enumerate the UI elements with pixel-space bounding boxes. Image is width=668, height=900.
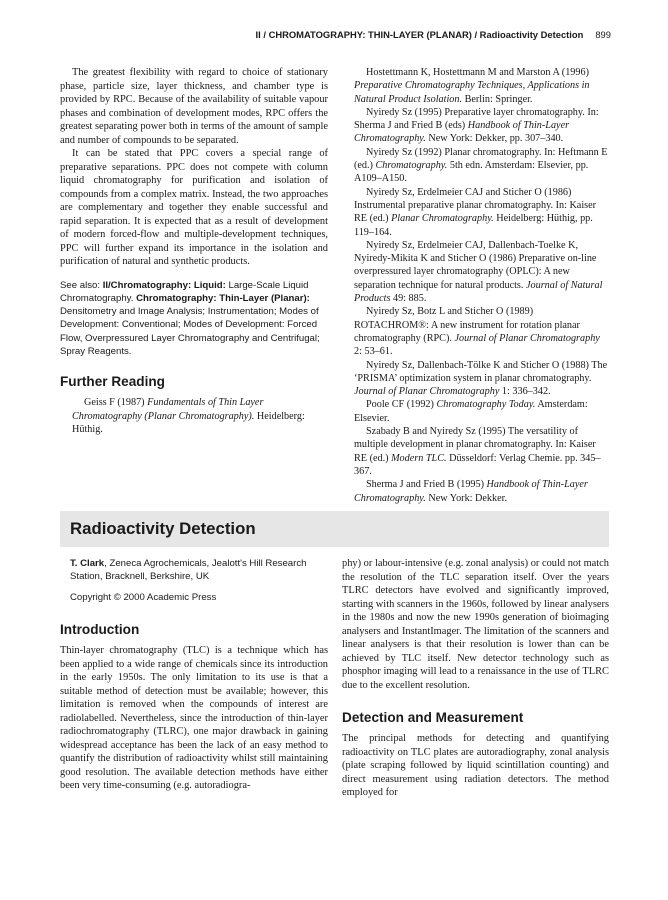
author-line: [70, 557, 328, 584]
reference-nyiredy-1986a: Nyiredy Sz, Erdelmeier CAJ and Sticher O (1986) Instrumental preparative planar chromatography. In: Kaiser RE (ed.) Planar Chromatography. Heidelberg: Hüthig, pp. 119–164.: [354, 186, 597, 238]
reference-nyiredy-1995: Nyiredy Sz (1995) Preparative layer chromatography. In: Sherma J and Fried B (eds) Handbook of Thin-Layer Chromatography. New York: Dekker, pp. 307–340.: [354, 106, 599, 145]
introduction-text: Thin-layer chromatography (TLC) is a technique which has been applied to a wide range of chemicals since its introduction in the early 1950s. The only limitation to its use is that a suitable method of detection must be available; however, this limitation is removed when the compounds of interest are radiolabelled. Nevertheless, since the introduction of thin-layer radiochromatography (TLRC), one major drawback in gaining widespread acceptance has been the lack of an easy method to quantify the distribution of radioactivity whilst still maintaining good resolution. The available detection methods have either been very time-consuming (e.g. autoradiogra-: [60, 645, 328, 792]
column-3: [60, 557, 328, 793]
reference-poole: Poole CF (1992) Chromatography Today. Amsterdam: Elsevier.: [354, 399, 588, 424]
reference-nyiredy-1986b: Nyiredy Sz, Erdelmeier CAJ, Dallenbach-Toelke K, Nyiredy-Mikita K and Sticher O (1986) Preparative on-line overpressured layer chromatography (OPLC): A new separation technique for natural products. Journal of Natural Products 49: 885.: [354, 239, 603, 305]
copyright: Copyright © 2000 Academic Press: [70, 591, 217, 603]
running-header: [256, 29, 611, 40]
reference-sherma: Sherma J and Fried B (1995) Handbook of Thin-Layer Chromatography. New York: Dekker.: [354, 479, 588, 504]
see-also-label: See also:: [60, 279, 101, 291]
further-reading-heading: Further Reading: [60, 374, 165, 390]
paragraph-ppc: It can be stated that PPC covers a special range of preparative separations. PPC does not compete with column liquid chromatography for purification and isolation of compounds from a complex matrix. Instead, the two approaches are complementary and together they enable successful and rapid separation. It is expected that as a result of development of modern forced-flow and multiple-development techniques, PPC will further expand its importance in the isolation and purification of natural and synthetic products.: [60, 148, 328, 267]
see-also-link-thin-layer[interactable]: Chromatography: Thin-Layer (Planar):: [136, 292, 310, 304]
see-also-text-liquid[interactable]: Large-Scale Liquid Chromatography.: [60, 279, 309, 304]
reference-nyiredy-1992: Nyiredy Sz (1992) Planar chromatography. In: Heftmann E (ed.) Chromatography. 5th edn. Amsterdam: Elsevier, pp. A109–A150.: [354, 146, 608, 185]
see-also-link-liquid[interactable]: II/Chromatography: Liquid:: [102, 279, 226, 291]
reference-szabady: Szabady B and Nyiredy Sz (1995) The versatility of multiple development in planar chromatography. In: Kaiser RE (ed.) Modern TLC. Düsseldorf: Verlag Chemie. pp. 345–367.: [354, 426, 601, 477]
reference-nyiredy-1988: Nyiredy Sz, Dallenbach-Tölke K and Sticher O (1988) The ‘PRISMA’ optimization system in planar chromatography. Journal of Planar Chromatography 1: 336–342.: [354, 359, 608, 398]
paragraph-rpc: The greatest flexibility with regard to choice of stationary phase, particle size, layer thickness, and chamber type is provided by RPC. Because of the availability of suitable vapour phases and combination of development modes, RPC offers the greatest separating power both in terms of the amount of sample and number of compounds to be separated.: [60, 67, 328, 146]
introduction-heading: Introduction: [60, 622, 140, 638]
detection-text: The principal methods for detecting and quantifying radioactivity on TLC plates are autoradiography, zonal analysis (plate scraping followed by liquid scintillation counting) and direct measurement using radiation detectors. The method employed for: [342, 733, 609, 798]
see-also: [60, 279, 328, 359]
detection-heading: Detection and Measurement: [342, 710, 524, 725]
see-also-text-thin-layer[interactable]: Densitometry and Image Analysis; Instrumentation; Modes of Development: Conventional; Modes of Development: Forced Flow, Overpressured Layer Chromatography and Centrifugal; Spray Reagents.: [60, 306, 320, 357]
reference-nyiredy-1989: Nyiredy Sz, Botz L and Sticher O (1989) ROTACHROM®: A new instrument for rotation planar chromatography (RPC). Journal of Planar Chromatography 2: 53–61.: [354, 306, 600, 358]
section-title: Radioactivity Detection: [70, 519, 256, 538]
author-affiliation: , Zeneca Agrochemicals, Jealott's Hill Research Station, Bracknell, Berkshire, UK: [70, 558, 307, 583]
author-name: T. Clark: [70, 558, 105, 569]
running-title: II / CHROMATOGRAPHY: THIN-LAYER (PLANAR) / Radioactivity Detection: [255, 29, 584, 40]
section-title-band: [60, 511, 609, 547]
page-number: 899: [595, 29, 611, 40]
reference-hostettmann: Hostettmann K, Hostettmann M and Marston A (1996) Preparative Chromatography Techniques, Applications in Natural Product Isolation. Berlin: Springer.: [354, 67, 590, 105]
column-1: [60, 66, 328, 436]
column-2: [342, 66, 609, 505]
reference-geiss: Geiss F (1987) Fundamentals of Thin Layer Chromatography (Planar Chromatography). Heidelberg: Hüthig.: [72, 397, 305, 435]
column-4: [342, 557, 609, 800]
introduction-continued: phy) or labour-intensive (e.g. zonal analysis) or could not match the resolution of the TLC separation itself. Over the years TLRC detectors have evolved and significantly improved, starting with scanners in the 1960s, followed by linear analysers in the 1980s and now the new 1990s generation of bioimaging analysers and InstantImager. The limitation of the scanners and linear analysers is that their resolution is lower than can be achieved by TLC itself. New detector technology such as phosphor imaging will lead to a renaissance in the use of TLRC due to the excellent resolution.: [342, 558, 609, 691]
